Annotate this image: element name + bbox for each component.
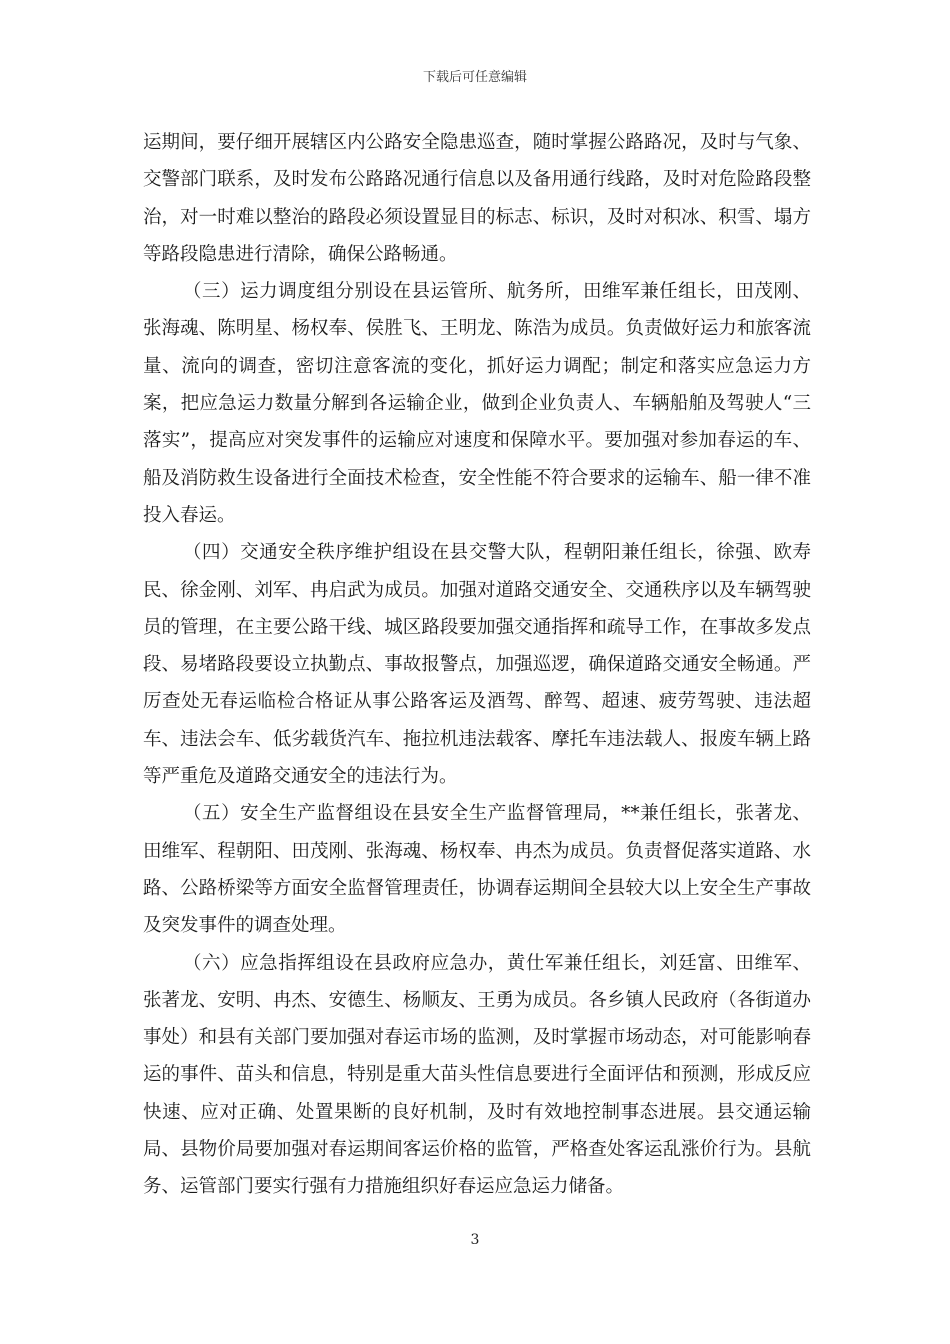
paragraph-safety-supervision: （五）安全生产监督组设在县安全生产监督管理局，**兼任组长，张著龙、田维军、程朝阳、田茂刚、张海魂、杨权奉、冉杰为成员。负责督促落实道路、水路、公路桥梁等方面安全监督管理责任，协调春运期间全县较大以上安全生产事故及突发事件的调查处理。 xyxy=(143,803,811,937)
document-body xyxy=(143,124,811,1206)
paragraph-continuation: 运期间，要仔细开展辖区内公路安全隐患巡查，随时掌握公路路况，及时与气象、交警部门联系，及时发布公路路况通行信息以及备用通行线路，及时对危险路段整治，对一时难以整治的路段必须设置显目的标志、标识，及时对积冰、积雪、塌方等路段隐患进行清除，确保公路畅通。 xyxy=(143,132,811,265)
paragraph-transport-dispatch: （三）运力调度组分别设在县运管所、航务所，田维军兼任组长，田茂刚、张海魂、陈明星、杨权奉、侯胜飞、王明龙、陈浩为成员。负责做好运力和旅客流量、流向的调查，密切注意客流的变化，抓好运力调配；制定和落实应急运力方案，把应急运力数量分解到各运输企业，做到企业负责人、车辆船舶及驾驶人“三落实”，提高应对突发事件的运输应对速度和保障水平。要加强对参加春运的车、船及消防救生设备进行全面技术检查，安全性能不符合要求的运输车、船一律不准投入春运。 xyxy=(143,281,811,526)
paragraph-emergency-command: （六）应急指挥组设在县政府应急办，黄仕军兼任组长，刘廷富、田维军、张著龙、安明、冉杰、安德生、杨顺友、王勇为成员。各乡镇人民政府（各街道办事处）和县有关部门要加强对春运市场的监测，及时掌握市场动态，对可能影响春运的事件、苗头和信息，特别是重大苗头性信息要进行全面评估和预测，形成反应快速、应对正确、处置果断的良好机制，及时有效地控制事态进展。县交通运输局、县物价局要加强对春运期间客运价格的监管，严格查处客运乱涨价行为。县航务、运管部门要实行强有力措施组织好春运应急运力储备。 xyxy=(143,952,811,1198)
paragraph-traffic-safety: （四）交通安全秩序维护组设在县交警大队，程朝阳兼任组长，徐强、欧寿民、徐金刚、刘军、冉启武为成员。加强对道路交通安全、交通秩序以及车辆驾驶员的管理，在主要公路干线、城区路段要加强交通指挥和疏导工作，在事故多发点段、易堵路段要设立执勤点、事故报警点，加强巡逻，确保道路交通安全畅通。严厉查处无春运临检合格证从事公路客运及酒驾、醉驾、超速、疲劳驾驶、违法超车、违法会车、低劣载货汽车、拖拉机违法载客、摩托车违法载人、报废车辆上路等严重危及道路交通安全的违法行为。 xyxy=(143,542,811,788)
page-number: 3 xyxy=(470,1232,480,1248)
page-header: 下载后可任意编辑 xyxy=(422,70,527,85)
